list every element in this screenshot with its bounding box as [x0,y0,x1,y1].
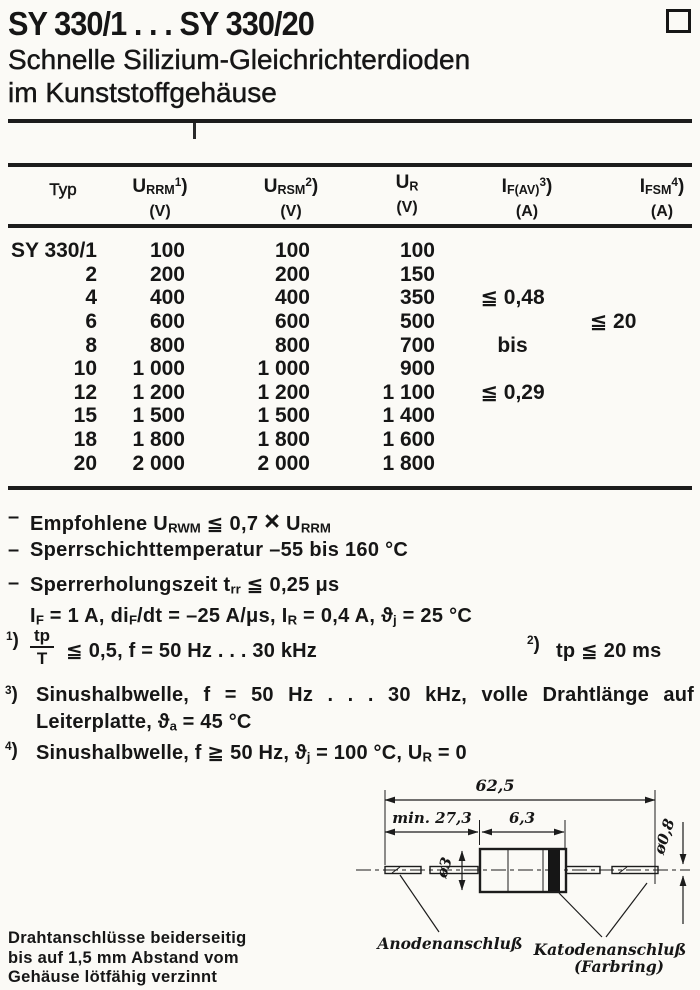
cell-ifsm [553,357,700,381]
cell-ifav: ≦ 0,29 [480,380,545,404]
cathode-leader-line [606,883,647,937]
cell-ursm: 1 800 [257,428,310,452]
cell-ifav [438,263,553,287]
cell-ur: 1 600 [382,428,435,452]
cell-typ: 4 [85,286,97,310]
ratings-table [0,239,700,475]
dimension-body-length: 6,3 [508,809,536,827]
cell-ur: 1 800 [382,451,435,475]
cell-urrm: 2 000 [132,451,185,475]
cathode-color-band [548,850,560,891]
cell-urrm: 100 [149,239,185,262]
cell-ursm: 1 500 [257,404,310,428]
cell-ursm: 800 [274,333,310,357]
footnote-2-text: tp ≦ 20 ms [556,640,662,662]
cell-ifsm [553,239,700,263]
cell-urrm: 1 500 [132,404,185,428]
cell-ifsm [553,263,700,287]
cell-ifsm [553,428,700,452]
subtitle-line-1: Schnelle Silizium-Gleichrichterdioden [8,44,471,75]
cell-ifsm [553,452,700,476]
cell-ur: 900 [399,357,435,381]
footnote-4-text: Sinushalbwelle, f ≧ 50 Hz, $ϑ_j = 100$ °C, $U_R = 0$ [36,742,467,765]
cell-ifav [438,428,553,452]
footnote-1-marker: $^1$) [6,630,19,651]
footnote-1-text: ≦ 0,5, f = 50 Hz . . . 30 kHz [66,640,317,662]
cell-ur: 500 [399,309,435,333]
table-bottom-rule [8,486,692,490]
note-recommended-urwm: Empfohlene $U_{RWM}$ ≦ $0,7 \times U_{RRM}$ [30,506,331,536]
cell-ursm: 2 000 [257,451,310,475]
cell-ursm: 1 200 [257,380,310,404]
cell-ifsm [553,404,700,428]
column-header-ifsm: $I_{FSM}^4$) (A) [639,175,685,221]
cell-typ: 18 [73,428,97,452]
cell-ifav [438,452,553,476]
note-dash: – [8,572,20,594]
note-dash: – [8,539,20,561]
solderability-note-line-3: Gehäuse lötfähig verzinnt [8,968,218,986]
cell-ifav [438,404,553,428]
cell-ifsm [553,286,700,310]
cell-urrm: 200 [149,262,185,286]
cathode-band-label: (Farbring) [573,957,665,976]
cell-typ: 2 [85,262,97,286]
scan-artifact-tick [193,123,196,139]
cell-ursm: 600 [274,309,310,333]
cell-typ: 12 [73,380,97,404]
footnote-4-marker: $^4$) [5,740,18,761]
page-subtitle [8,44,470,109]
table-top-rule [8,163,692,167]
cathode-label: Katodenanschluß [533,940,687,959]
page-title: SY 330/1 . . . SY 330/20 [8,5,314,42]
cell-ur: 150 [399,262,435,286]
cell-ursm: 1 000 [257,357,310,381]
anode-leader-line [400,875,439,932]
note-reverse-recovery: Sperrerholungszeit $t_{rr}$ ≦ 0,25 μs [30,574,340,597]
cell-urrm: 1 200 [132,380,185,404]
cell-typ: 6 [85,309,97,333]
column-header-urrm: $U_{RRM}^1$) (V) [132,175,188,221]
cell-ifsm [553,334,700,358]
cell-urrm: 1 000 [132,357,185,381]
cell-ifsm [553,381,700,405]
column-header-ifav: $I_{F(AV)}^3$) (A) [501,175,553,221]
cell-typ: 8 [85,333,97,357]
header-separator-rule [8,224,692,228]
fraction-numerator: tp [30,626,54,648]
cell-ursm: 200 [274,262,310,286]
cell-urrm: 600 [149,309,185,333]
cell-ursm: 400 [274,286,310,310]
footnote-2-marker: $^2$) [527,634,540,655]
column-header-ursm: $U_{RSM}^2$) (V) [263,175,319,221]
dimension-body-diameter: ø3 [432,854,456,880]
cell-urrm: 400 [149,286,185,310]
dimension-wire-diameter: ø0,8 [650,816,679,857]
cell-typ: 10 [73,357,97,381]
solderability-note-line-2: bis auf 1,5 mm Abstand vom [8,948,239,967]
dimension-total-length: 62,5 [475,776,515,795]
cell-ur: 1 100 [382,380,435,404]
cathode-leader-line [559,893,602,937]
cell-typ: 15 [73,404,97,428]
cell-ur: 100 [399,239,435,262]
subtitle-line-2: im Kunststoffgehäuse [8,76,277,108]
cell-ur: 700 [399,333,435,357]
cell-ifav [438,310,553,334]
footnote-1-fraction [30,626,54,668]
divider-under-subtitle [8,119,692,123]
column-header-ur: $U_R$ (V) [395,172,419,217]
package-outline-drawing [338,772,700,978]
cell-ifav: ≦ 0,48 [480,286,545,310]
cell-typ: SY 330/1 [10,239,97,262]
corner-square-mark [666,9,691,33]
note-dash: – [8,506,20,528]
cell-ifav [438,239,553,263]
cell-urrm: 1 800 [132,428,185,452]
cell-ifsm: ≦ 20 [589,309,637,333]
note-junction-temperature: Sperrschichttemperatur –55 bis 160 °C [30,539,409,561]
footnote-3-line-1: Sinushalbwelle, f = 50 Hz . . . 30 kHz, volle Drahtlänge auf [36,684,694,706]
cell-ursm: 100 [274,239,310,262]
footnote-3-line-2: Leiterplatte, $ϑ_a = 45$ °C [36,711,252,734]
column-header-typ: Typ [49,180,77,199]
footnote-3-marker: $^3$) [5,684,18,705]
solderability-note-line-1: Drahtanschlüsse beiderseitig [8,929,247,947]
cell-ifav [438,357,553,381]
dimension-lead-length: min. 27,3 [392,809,472,827]
fraction-denominator: T [36,649,48,668]
cell-ur: 1 400 [382,404,435,428]
cell-urrm: 800 [149,333,185,357]
anode-label: Anodenanschluß [377,934,523,953]
cell-ifav: bis [497,333,528,357]
cell-typ: 20 [73,451,97,475]
note-recovery-conditions: $I_F = 1$ A, $di_F/dt = -25$ A/μs, $I_R = 0,4$ A, $ϑ_j = 25$ °C [30,605,473,628]
cell-ur: 350 [399,286,435,310]
solderability-note [8,929,247,988]
